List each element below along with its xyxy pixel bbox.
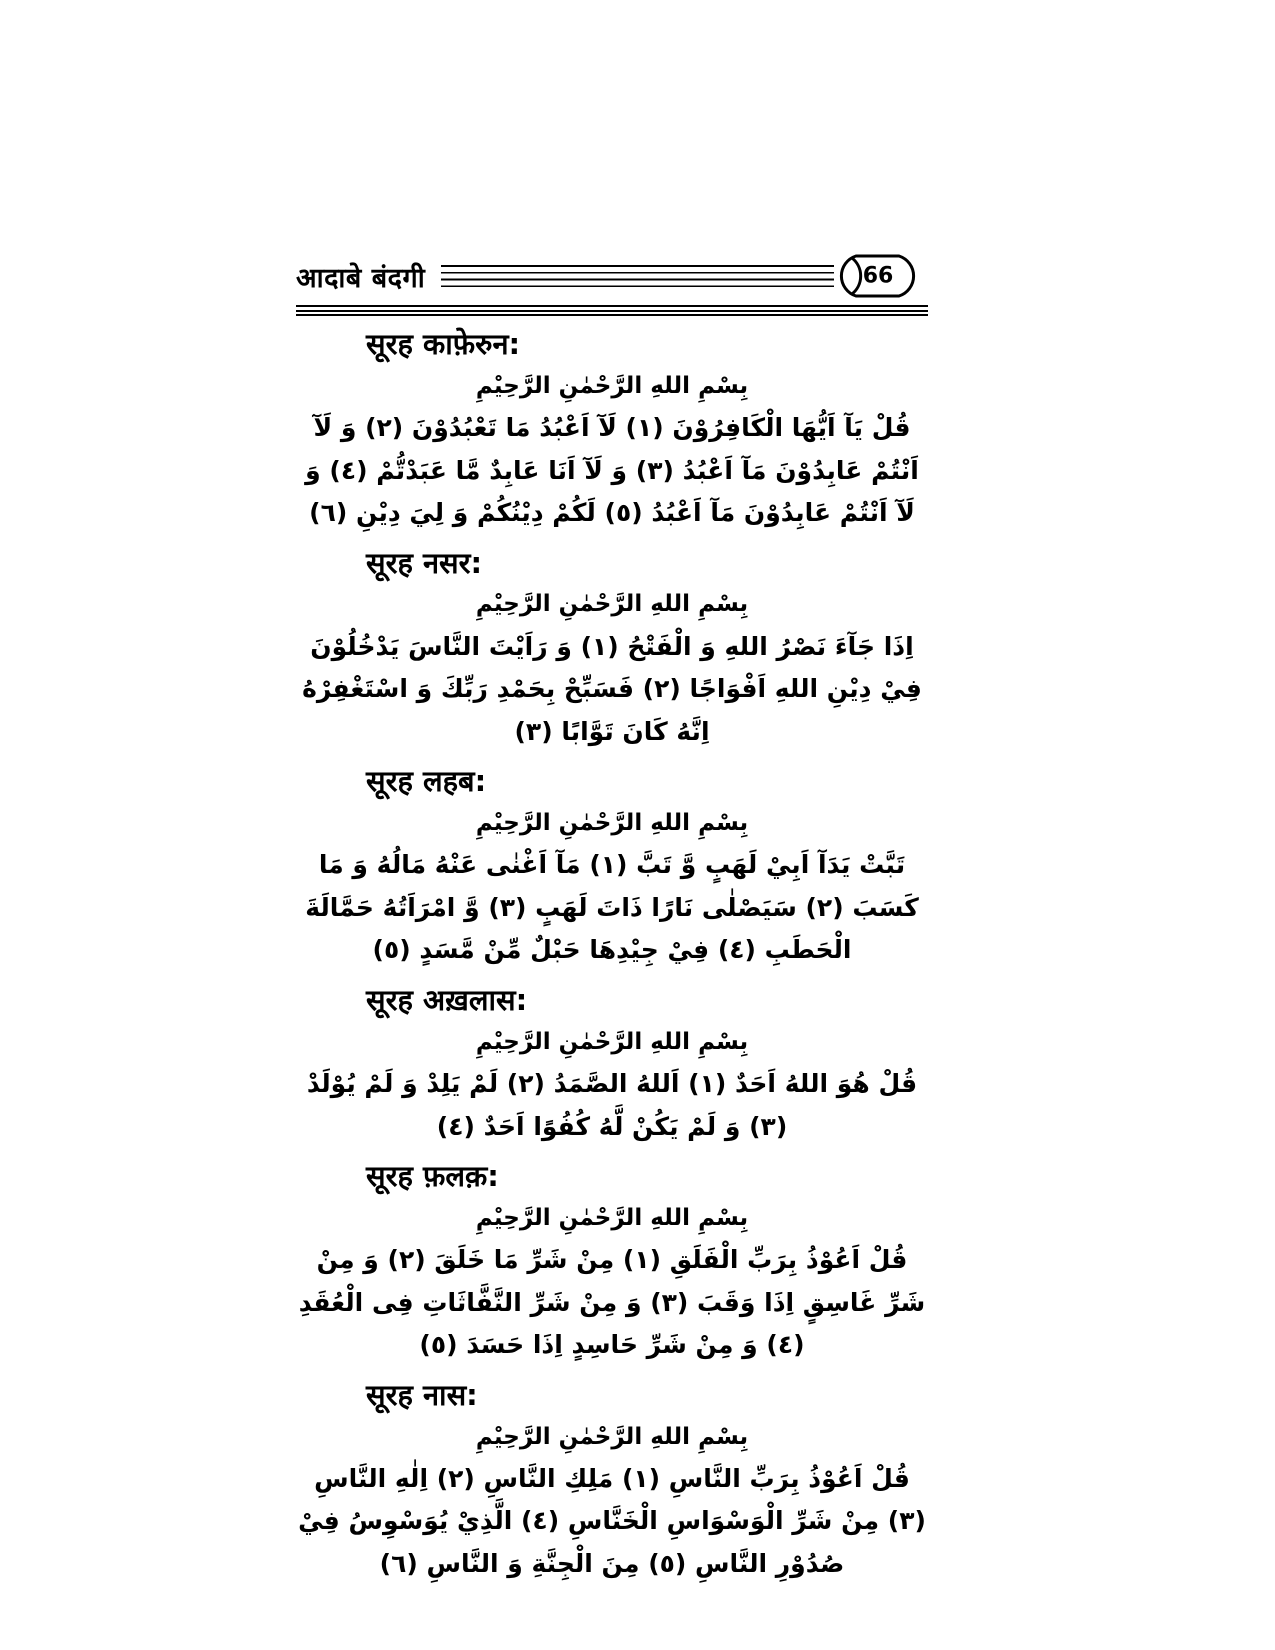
bismillah-ikhlas: بِسْمِ اللهِ الرَّحْمٰنِ الرَّحِيْمِ	[475, 1028, 749, 1055]
surah-section-falaq	[296, 1159, 928, 1367]
surah-text-ikhlas: قُلْ هُوَ اللهُ اَحَدٌ (١) اَللهُ الصَّمَدُ (٢) لَمْ يَلِدْ وَ لَمْ يُوْلَدْ (٣) وَ لَمْ يَكُنْ لَّهُ كُفُوًا اَحَدٌ (٤)	[306, 1069, 918, 1141]
header-separator	[296, 305, 928, 316]
surah-heading-nas: सूरह नास:	[366, 1377, 478, 1412]
surah-section-ikhlas	[296, 983, 928, 1148]
surah-section-nas	[296, 1378, 928, 1586]
header-rule-lines	[441, 265, 834, 287]
surah-heading-ikhlas: सूरह अख़लास:	[366, 982, 528, 1017]
surah-section-lahab	[296, 764, 928, 972]
surah-section-nasr	[296, 546, 928, 754]
bismillah-nasr: بِسْمِ اللهِ الرَّحْمٰنِ الرَّحِيْمِ	[475, 591, 749, 618]
bismillah-lahab: بِسْمِ اللهِ الرَّحْمٰنِ الرَّحِيْمِ	[475, 810, 749, 837]
surah-text-kafirun: قُلْ يَآ اَيُّهَا الْكَافِرُوْنَ (١) لَآ اَعْبُدُ مَا تَعْبُدُوْنَ (٢) وَ لَآ اَنْتُمْ عَابِدُوْنَ مَآ اَعْبُدُ (٣) وَ لَآ اَنَا عَابِدٌ مَّا عَبَدْتُّمْ (٤) وَ لَآ اَنْتُمْ عَابِدُوْنَ مَآ اَعْبُدُ (٥) لَكُمْ دِيْنُكُمْ وَ لِيَ دِيْنِ (٦)	[305, 413, 919, 528]
surah-text-falaq: قُلْ اَعُوْذُ بِرَبِّ الْفَلَقِ (١) مِنْ شَرِّ مَا خَلَقَ (٢) وَ مِنْ شَرِّ غَاسِقٍ اِذَا وَقَبَ (٣) وَ مِنْ شَرِّ النَّفَّاثَاتِ فِى الْعُقَدِ (٤) وَ مِنْ شَرِّ حَاسِدٍ اِذَا حَسَدَ (٥)	[298, 1245, 926, 1360]
page-number-badge	[832, 252, 928, 300]
surah-heading-lahab: सूरह लहब:	[366, 764, 487, 799]
surah-section-kafirun	[296, 327, 928, 535]
bismillah-nas: بِسْمِ اللهِ الرَّحْمٰنِ الرَّحِيْمِ	[475, 1423, 749, 1450]
bismillah-falaq: بِسْمِ اللهِ الرَّحْمٰنِ الرَّحِيْمِ	[475, 1204, 749, 1231]
surah-text-nas: قُلْ اَعُوْذُ بِرَبِّ النَّاسِ (١) مَلِكِ النَّاسِ (٢) اِلٰهِ النَّاسِ (٣) مِنْ شَرِّ الْوَسْوَاسِ الْخَنَّاسِ (٤) الَّذِيْ يُوَسْوِسُ فِيْ صُدُوْرِ النَّاسِ (٥) مِنَ الْجِنَّةِ وَ النَّاسِ (٦)	[298, 1463, 926, 1578]
page-header	[296, 250, 928, 302]
bismillah-kafirun: بِسْمِ اللهِ الرَّحْمٰنِ الرَّحِيْمِ	[475, 372, 749, 399]
book-title: आदाबे बंदगी	[296, 262, 426, 294]
page-number: 66	[862, 263, 894, 289]
surah-heading-nasr: सूरह नसर:	[366, 545, 483, 580]
surah-heading-kafirun: सूरह काफ़ेरुन:	[366, 327, 521, 361]
surah-text-lahab: تَبَّتْ يَدَآ اَبِيْ لَهَبٍ وَّ تَبَّ (١) مَآ اَغْنٰى عَنْهُ مَالُهُ وَ مَا كَسَبَ (٢) سَيَصْلٰى نَارًا ذَاتَ لَهَبٍ (٣) وَّ امْرَاَتُهُ حَمَّالَةَ الْحَطَبِ (٤) فِيْ جِيْدِهَا حَبْلٌ مِّنْ مَّسَدٍ (٥)	[305, 850, 919, 965]
surah-text-nasr: اِذَا جَآءَ نَصْرُ اللهِ وَ الْفَتْحُ (١) وَ رَاَيْتَ النَّاسَ يَدْخُلُوْنَ فِيْ دِيْنِ اللهِ اَفْوَاجًا (٢) فَسَبِّحْ بِحَمْدِ رَبِّكَ وَ اسْتَغْفِرْهُ اِنَّهُ كَانَ تَوَّابًا (٣)	[302, 631, 922, 746]
surah-heading-falaq: सूरह फ़लक़:	[366, 1159, 499, 1194]
